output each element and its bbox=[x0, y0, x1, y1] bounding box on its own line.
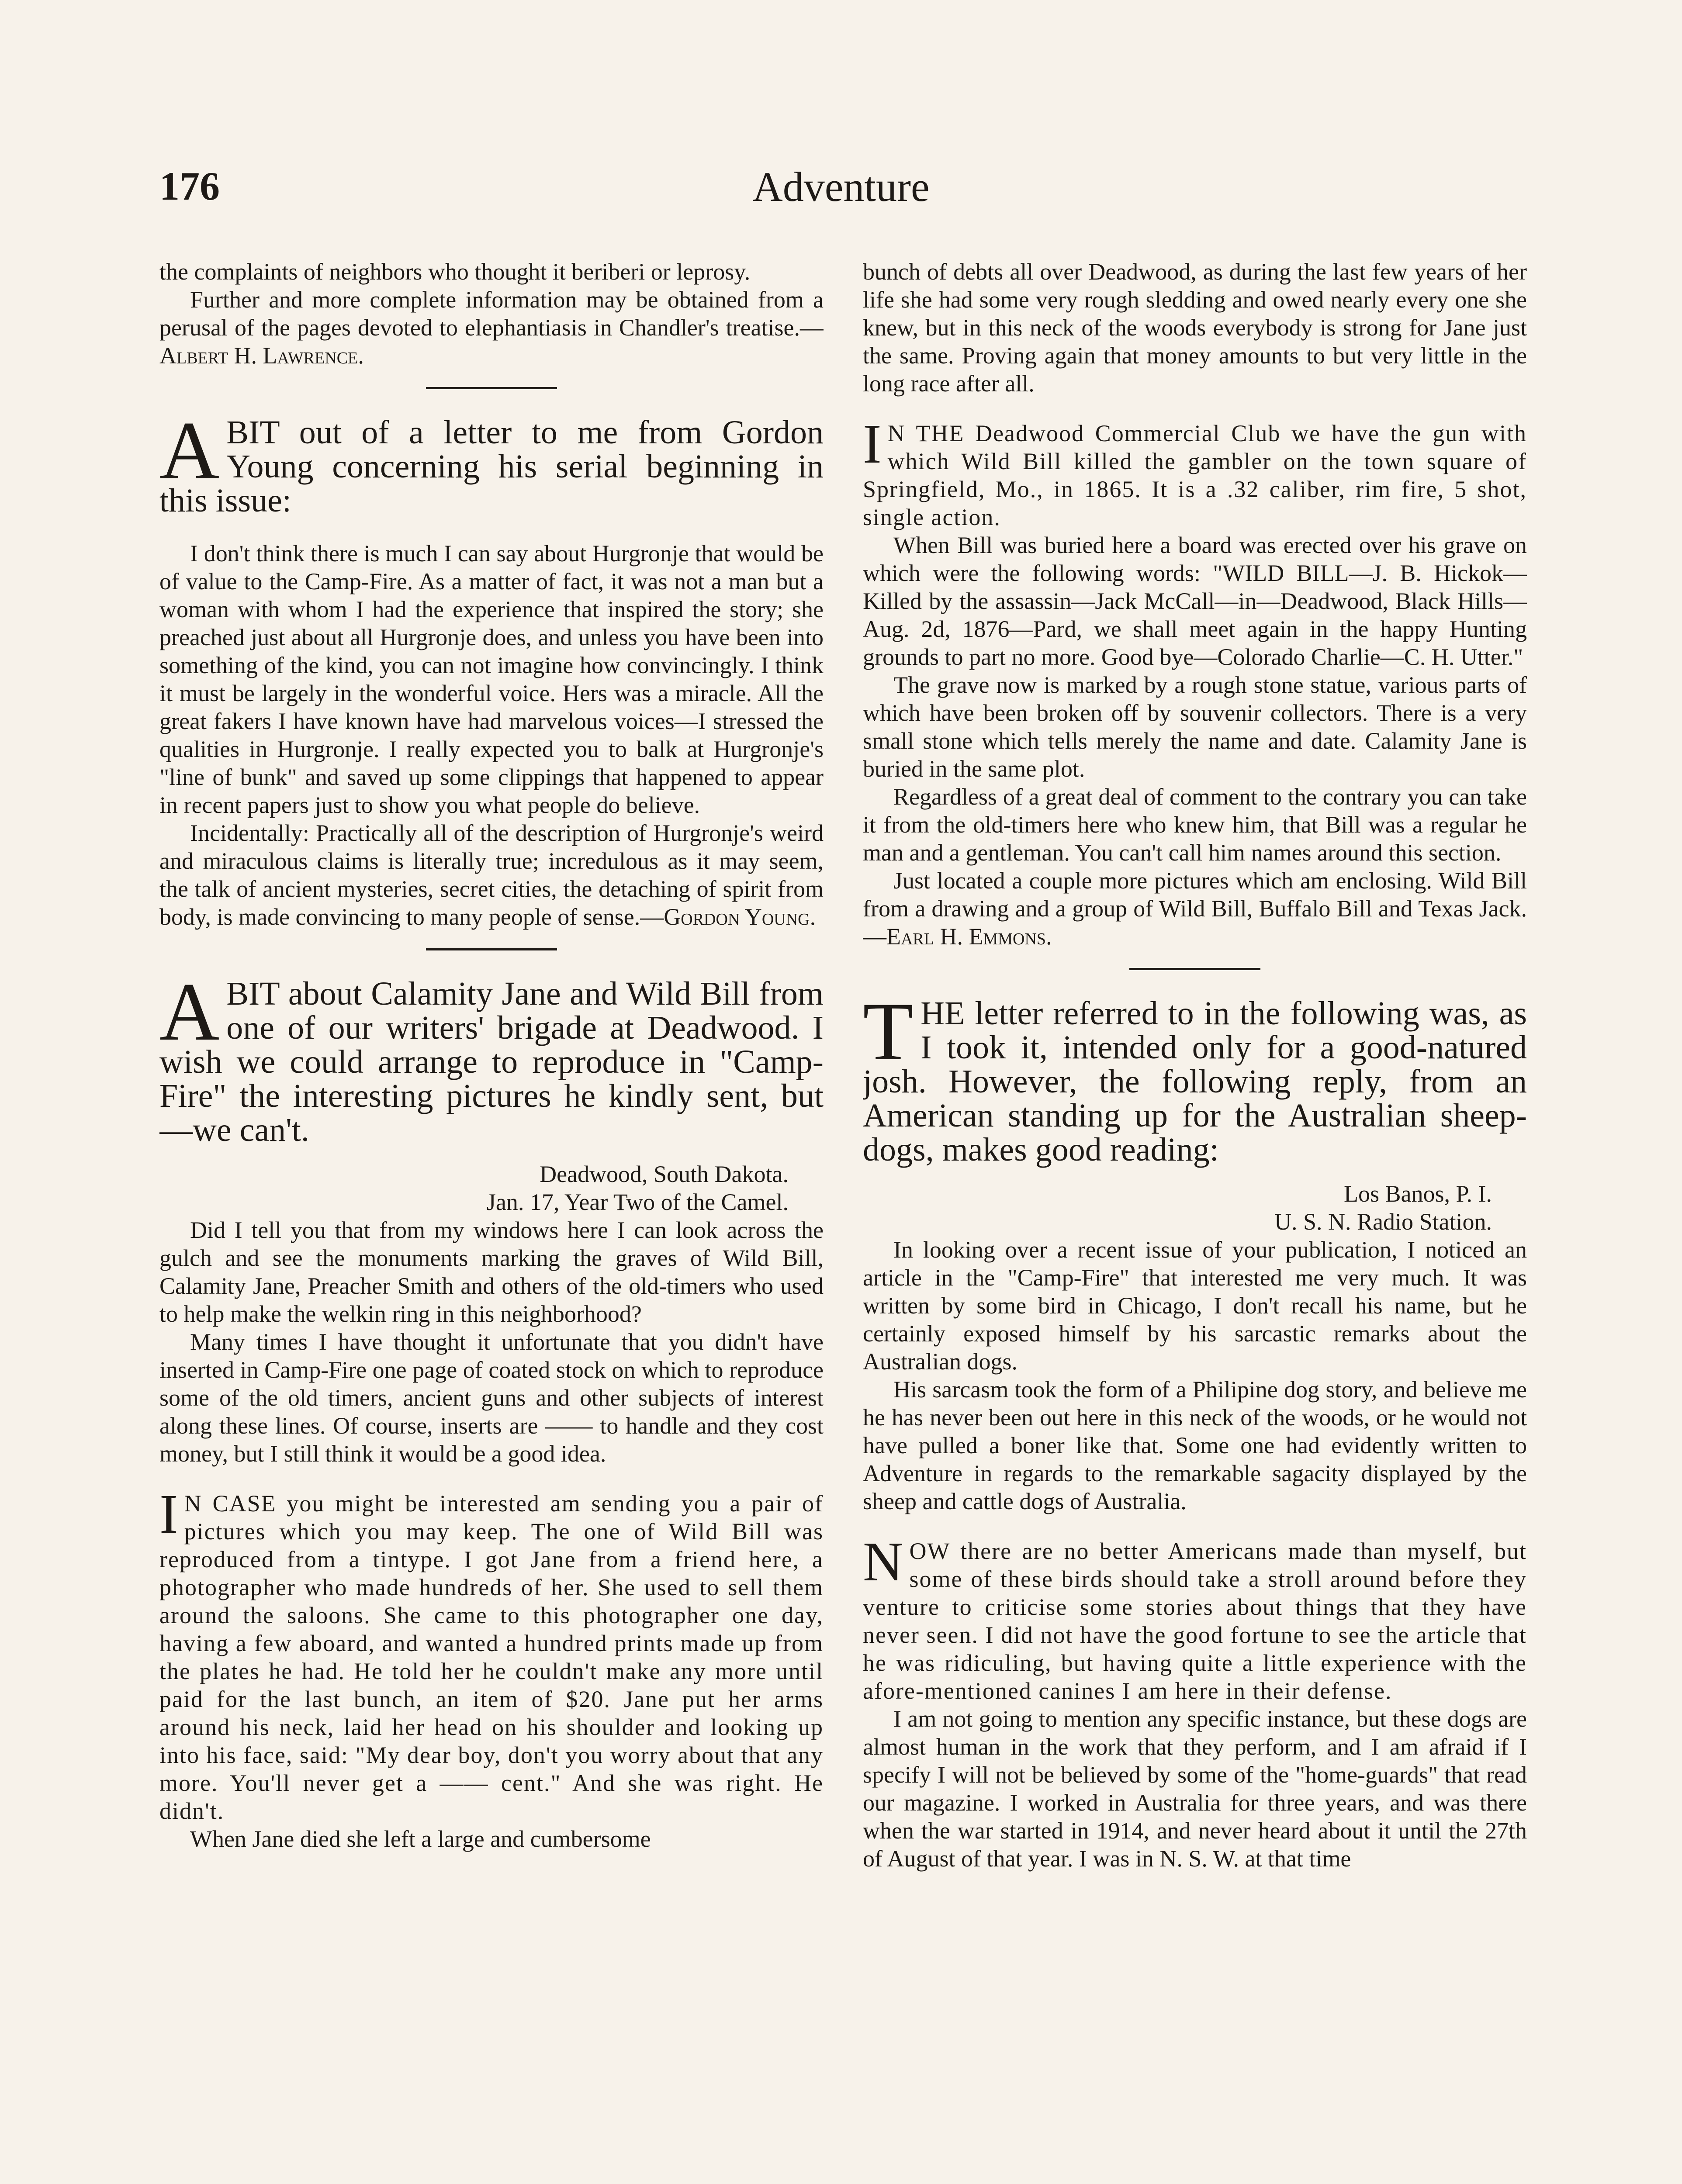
section-intro: THE letter referred to in the following was, as I took it, intended only for a good-natured josh. However, the following reply, from an American standing up for the Australian sheep-dogs, makes good reading: bbox=[863, 986, 1527, 1168]
section-intro: ABIT about Calamity Jane and Wild Bill from one of our writers' brigade at Deadwood. I wish we could arrange to reproduce in "Camp-Fire" the interesting pictures he kindly sent, but—we can't. bbox=[159, 966, 824, 1148]
letter-dateline bbox=[159, 1160, 824, 1216]
drop-cap: N bbox=[863, 1531, 904, 1593]
drop-cap: T bbox=[863, 986, 914, 1078]
paragraph: bunch of debts all over Deadwood, as during the last few years of her life she had some very rough sledding and owed nearly every one she knew, but in this neck of the woods everybody is strong for Jane just the same. Proving again that money amounts to but very little in the long race after all. bbox=[863, 259, 1527, 397]
paragraph: Regardless of a great deal of comment to the contrary you can take it from the old-timers here who knew him, that Bill was a regular he man and a gentleman. You can't call him names around this section. bbox=[863, 784, 1527, 866]
paragraph: Incidentally: Practically all of the description of Hurgronje's weird and miraculous claims is literally true; incredulous as it may seem, the talk of ancient mysteries, secret cities, the detaching of spirit from body, is made convincing to many people of sense.—Gordon Young. bbox=[159, 820, 824, 930]
section-intro: ABIT out of a letter to me from Gordon Young concerning his serial beginning in this issue: bbox=[159, 405, 824, 519]
dateline-station: U. S. N. Radio Station. bbox=[1274, 1209, 1492, 1235]
section-divider bbox=[426, 948, 557, 950]
page-number: 176 bbox=[159, 164, 220, 208]
left-column bbox=[159, 258, 824, 2184]
paragraph: the complaints of neighbors who thought it beriberi or leprosy. bbox=[159, 259, 751, 285]
paragraph: I N THE Deadwood Commercial Club we have the gun with which Wild Bill killed the gambler on the town square of Springfield, Mo., in 1865. It is a .32 caliber, rim fire, 5 shot, single action. bbox=[863, 413, 1527, 530]
paragraph: I don't think there is much I can say about Hurgronje that would be of value to the Camp-Fire. As a matter of fact, it was not a man but a woman with whom I had the experience that inspired the story; she preached just about all Hurgronje does, and unless you have been into something of the kind, you can not imagine how convincingly. I think it must be largely in the wonderful voice. Hers was a miracle. All the great fakers I have known have had marvelous voices—I stressed the qualities in Hurgronje. I really expected you to balk at Hurgronje's "line of bunk" and saved up some clippings that happened to appear in recent papers just to show you what people do believe. bbox=[159, 540, 824, 818]
dateline-place: Los Banos, P. I. bbox=[1343, 1181, 1492, 1207]
paragraph: When Bill was buried here a board was erected over his grave on which were the following words: "WILD BILL—J. B. Hickok—Killed by the assassin—Jack McCall—in—Deadwood, Black Hills—Aug. 2d, 1876—Pard, we shall meet again in the happy Hunting grounds to part no more. Good bye—Colorado Charlie—C. H. Utter." bbox=[863, 532, 1527, 670]
paragraph: Many times I have thought it unfortunate that you didn't have inserted in Camp-Fire one page of coated stock on which to reproduce some of the old timers, ancient guns and other subjects of interest along these lines. Of course, inserts are —— to handle and they cost money, but I still think it would be a good idea. bbox=[159, 1329, 824, 1467]
signature: Earl H. Emmons. bbox=[886, 923, 1052, 950]
drop-cap: I bbox=[863, 413, 883, 475]
signature: Gordon Young. bbox=[664, 904, 816, 930]
paragraph: NOW there are no better Americans made than myself, but some of these birds should take a stroll around before they venture to criticise some stories about things that they have never seen. I did not have the good fortune to see the article that he was ridiculing, but having quite a little experience with the afore-mentioned canines I am here in their defense. bbox=[863, 1531, 1527, 1704]
paragraph: Did I tell you that from my windows here I can look across the gulch and see the monuments marking the graves of Wild Bill, Calamity Jane, Preacher Smith and others of the old-timers who used to help make the welkin ring in this neighborhood? bbox=[159, 1217, 824, 1327]
section-divider bbox=[426, 387, 557, 389]
paragraph: I am not going to mention any specific instance, but these dogs are almost human in the work that they perform, and I am afraid if I specify I will not be believed by some of the "home-guards" that read our magazine. I worked in Australia for three years, and was there when the war started in 1914, and never heard about it until the 27th of August of that year. I was in N. S. W. at that time bbox=[863, 1706, 1527, 1872]
drop-cap: A bbox=[159, 966, 220, 1058]
running-head bbox=[159, 163, 1523, 227]
paragraph: His sarcasm took the form of a Philipine dog story, and believe me he has never been out here in this neck of the woods, or he would not have pulled a boner like that. Some one had evidently written to Adventure in regards to the remarkable sagacity displayed by the sheep and cattle dogs of Australia. bbox=[863, 1376, 1527, 1514]
drop-cap: I bbox=[159, 1483, 179, 1545]
magazine-title: Adventure bbox=[752, 163, 930, 210]
signature: Albert H. Lawrence. bbox=[159, 342, 364, 369]
drop-cap: A bbox=[159, 405, 220, 497]
paragraph: When Jane died she left a large and cumbersome bbox=[190, 1826, 651, 1852]
dateline-place: Deadwood, South Dakota. bbox=[540, 1161, 789, 1187]
quoted-letter bbox=[159, 539, 824, 931]
paragraph: Further and more complete information may be obtained from a perusal of the pages devoted to elephantiasis in Chandler's treatise.—Albert H. Lawrence. bbox=[159, 287, 824, 369]
right-column bbox=[863, 258, 1527, 2184]
section-divider bbox=[1129, 968, 1260, 970]
paragraph: In looking over a recent issue of your publication, I noticed an article in the "Camp-Fire" that interested me very much. It was written by some bird in Chicago, I don't recall his name, but he certainly exposed himself by his sarcastic remarks about the Australian dogs. bbox=[863, 1237, 1527, 1375]
paragraph: I N CASE you might be interested am sending you a pair of pictures which you may keep. The one of Wild Bill was reproduced from a tintype. I got Jane from a friend here, a photographer who made hundreds of her. She used to sell them around the saloons. She came to this photographer one day, having a few aboard, and wanted a hundred prints made up from the plates he had. He told her he couldn't make any more until paid for the last bunch, an item of $20. Jane put her arms around his neck, laid her head on his shoulder and looking up into his face, said: "My dear boy, don't you worry about that any more. You'll never get a —— cent." And she was right. He didn't. bbox=[159, 1483, 824, 1824]
dateline-date: Jan. 17, Year Two of the Camel. bbox=[486, 1189, 789, 1215]
paragraph: The grave now is marked by a rough stone statue, various parts of which have been broken off by souvenir collectors. There is a very small stone which tells merely the name and date. Calamity Jane is buried in the same plot. bbox=[863, 672, 1527, 782]
letter-dateline bbox=[863, 1180, 1527, 1236]
paragraph: Just located a couple more pictures which am enclosing. Wild Bill from a drawing and a group of Wild Bill, Buffalo Bill and Texas Jack.—Earl H. Emmons. bbox=[863, 867, 1527, 950]
